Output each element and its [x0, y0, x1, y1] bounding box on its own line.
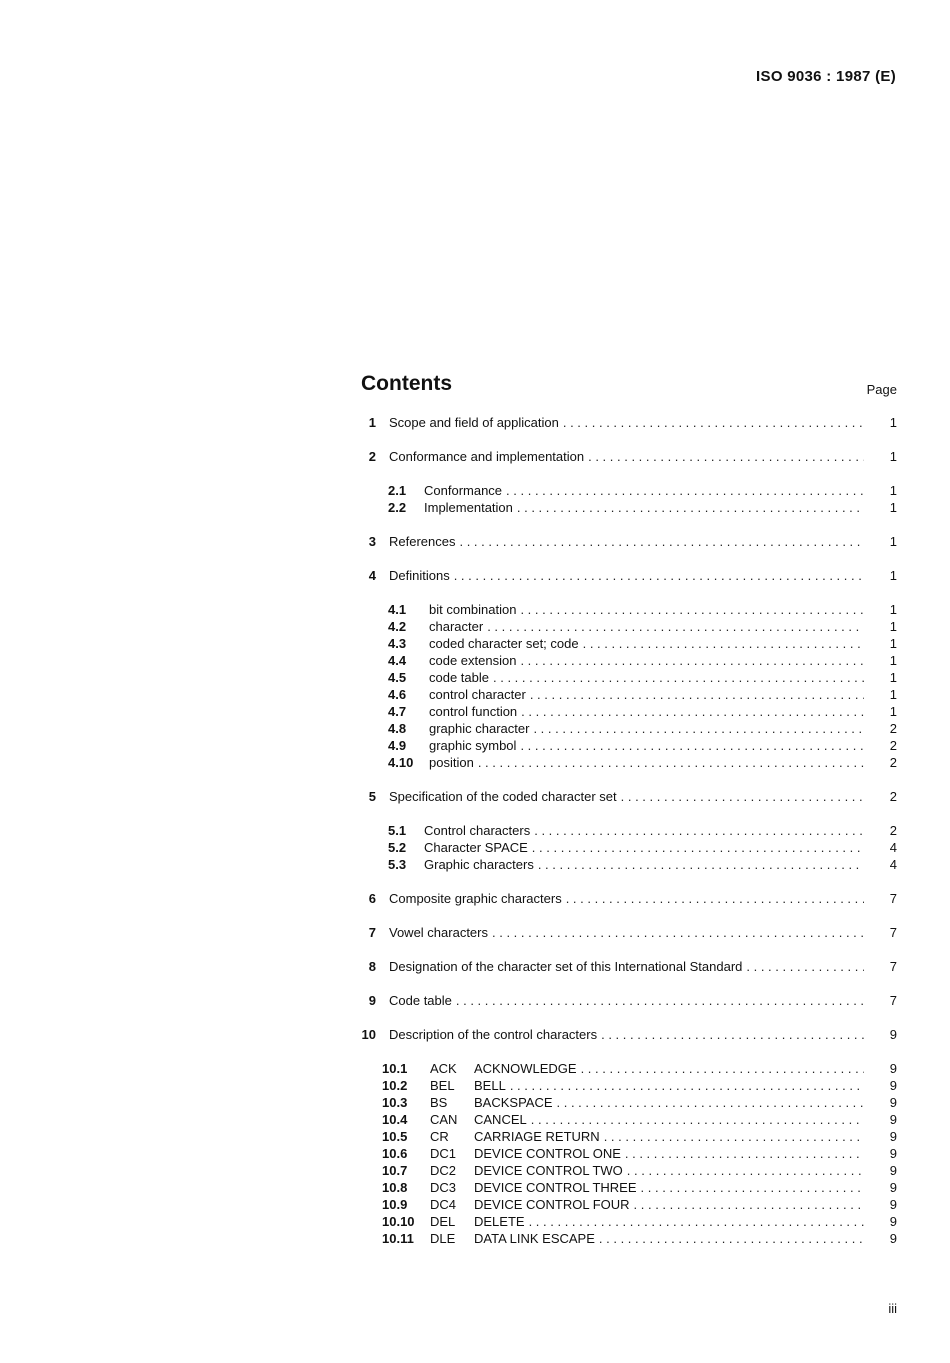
toc-entry-page: 7 [889, 925, 897, 940]
toc-entry-number: 10.9 [382, 1197, 408, 1212]
dot-leader [601, 1026, 864, 1043]
toc-entry-page: 2 [889, 755, 897, 770]
toc-entry[interactable] [361, 448, 897, 465]
dot-leader [533, 720, 864, 737]
control-abbreviation: DC3 [430, 1180, 457, 1195]
toc-entry-page: 2 [889, 823, 897, 838]
toc-entry-title: Definitions [389, 568, 450, 583]
toc-entry-number: 10.1 [382, 1061, 408, 1076]
dot-leader [583, 635, 864, 652]
toc-entry-number: 4.5 [388, 670, 407, 685]
toc-entry-title: DEVICE CONTROL TWO [474, 1163, 623, 1178]
toc-entry-number: 1 [368, 415, 376, 430]
toc-entry-title: character [429, 619, 484, 634]
toc-entry-number: 4.8 [388, 721, 407, 736]
toc-entry[interactable] [361, 924, 897, 941]
control-abbreviation: DEL [430, 1214, 456, 1229]
toc-subentry[interactable] [361, 618, 897, 635]
page-folio: iii [888, 1301, 897, 1316]
toc-entry-page: 1 [889, 619, 897, 634]
toc-subentry[interactable] [361, 1179, 897, 1196]
toc-entry-page: 9 [889, 1180, 897, 1195]
toc-entry-number: 2.2 [388, 500, 407, 515]
toc-entry-number: 10.8 [382, 1180, 408, 1195]
toc-entry-number: 10.7 [382, 1163, 408, 1178]
toc-entry-page: 1 [889, 653, 897, 668]
toc-entry-page: 9 [889, 1129, 897, 1144]
toc-subentry[interactable] [361, 1230, 897, 1247]
toc-subentry[interactable] [361, 839, 897, 856]
dot-leader [478, 754, 864, 771]
toc-entry-title: Code table [389, 993, 452, 1008]
toc-entry-title: References [389, 534, 456, 549]
toc-subentry[interactable] [361, 737, 897, 754]
toc-entry-number: 4.1 [388, 602, 407, 617]
toc-entry-title: coded character set; code [429, 636, 579, 651]
dot-leader [604, 1128, 864, 1145]
contents-title: Contents [361, 372, 452, 395]
dot-leader [625, 1145, 864, 1162]
toc-entry-page: 9 [889, 1095, 897, 1110]
toc-entry-number: 4.10 [388, 755, 414, 770]
toc-entry-title: Description of the control characters [389, 1027, 598, 1042]
toc-entry-title: BELL [474, 1078, 506, 1093]
dot-leader [517, 499, 864, 516]
toc-entry-title: DEVICE CONTROL THREE [474, 1180, 637, 1195]
toc-entry-number: 4.9 [388, 738, 407, 753]
toc-subentry[interactable] [361, 703, 897, 720]
control-abbreviation: BEL [430, 1078, 455, 1093]
toc-entry-title: DEVICE CONTROL FOUR [474, 1197, 630, 1212]
toc-entry-number: 10.11 [382, 1231, 414, 1246]
dot-leader [746, 958, 864, 975]
toc-entry-title: graphic symbol [429, 738, 517, 753]
toc-subentry[interactable] [361, 1213, 897, 1230]
toc-entry-number: 4.4 [388, 653, 407, 668]
toc-subentry[interactable] [361, 1111, 897, 1128]
toc-entry-number: 3 [368, 534, 376, 549]
toc-entry[interactable] [361, 414, 897, 431]
toc-entry-title: DEVICE CONTROL ONE [474, 1146, 621, 1161]
standard-reference: ISO 9036 : 1987 (E) [756, 68, 896, 85]
toc-entry-title: Designation of the character set of this International Standard [389, 959, 743, 974]
toc-entry-title: Conformance and implementation [389, 449, 585, 464]
toc-entry-title: DELETE [474, 1214, 525, 1229]
dot-leader [532, 839, 864, 856]
dot-leader [487, 618, 864, 635]
toc-entry-title: graphic character [429, 721, 530, 736]
dot-leader [627, 1162, 864, 1179]
toc-subentry[interactable] [361, 1094, 897, 1111]
toc-entry-number: 4.3 [388, 636, 407, 651]
toc-entry-title: control character [429, 687, 526, 702]
toc-entry-page: 1 [889, 636, 897, 651]
dot-leader [621, 788, 864, 805]
toc-entry-number: 5 [368, 789, 376, 804]
control-abbreviation: CR [430, 1129, 449, 1144]
toc-entry[interactable] [361, 788, 897, 805]
table-of-contents [361, 414, 897, 1247]
toc-entry[interactable] [361, 890, 897, 907]
toc-entry-page: 1 [889, 483, 897, 498]
control-abbreviation: ACK [430, 1061, 457, 1076]
dot-leader [534, 822, 864, 839]
toc-entry-title: code extension [429, 653, 517, 668]
toc-subentry[interactable] [361, 1162, 897, 1179]
toc-subentry[interactable] [361, 635, 897, 652]
toc-entry[interactable] [361, 567, 897, 584]
toc-subentry[interactable] [361, 720, 897, 737]
toc-entry-page: 9 [889, 1146, 897, 1161]
toc-entry-number: 4.2 [388, 619, 407, 634]
toc-entry-number: 8 [368, 959, 376, 974]
toc-entry-page: 4 [889, 840, 897, 855]
dot-leader [566, 890, 864, 907]
dot-leader [529, 1213, 864, 1230]
toc-entry-page: 7 [889, 959, 897, 974]
toc-entry-title: position [429, 755, 474, 770]
toc-entry-number: 2 [368, 449, 376, 464]
dot-leader [581, 1060, 864, 1077]
toc-subentry[interactable] [361, 1077, 897, 1094]
dot-leader [641, 1179, 864, 1196]
toc-entry-number: 10.4 [382, 1112, 408, 1127]
toc-entry-title: bit combination [429, 602, 517, 617]
toc-entry-title: Implementation [424, 500, 513, 515]
toc-entry-title: Character SPACE [424, 840, 528, 855]
toc-entry-title: CARRIAGE RETURN [474, 1129, 600, 1144]
toc-entry-number: 4.7 [388, 704, 407, 719]
toc-entry-page: 9 [889, 1078, 897, 1093]
dot-leader [531, 1111, 864, 1128]
toc-subentry[interactable] [361, 754, 897, 771]
dot-leader [493, 669, 864, 686]
toc-entry-page: 1 [889, 500, 897, 515]
toc-entry-title: BACKSPACE [474, 1095, 553, 1110]
toc-entry-page: 9 [889, 1197, 897, 1212]
toc-entry-page: 9 [889, 1231, 897, 1246]
toc-entry-title: Control characters [424, 823, 531, 838]
toc-entry[interactable] [361, 992, 897, 1009]
dot-leader [456, 992, 864, 1009]
toc-entry-page: 1 [889, 568, 897, 583]
dot-leader [454, 567, 864, 584]
dot-leader [459, 533, 864, 550]
toc-entry-page: 9 [889, 1027, 897, 1042]
toc-entry-page: 2 [889, 789, 897, 804]
control-abbreviation: DC1 [430, 1146, 457, 1161]
toc-entry-number: 7 [368, 925, 376, 940]
toc-subentry[interactable] [361, 601, 897, 618]
dot-leader [530, 686, 864, 703]
toc-entry-number: 9 [368, 993, 376, 1008]
toc-entry-number: 2.1 [388, 483, 407, 498]
toc-subentry[interactable] [361, 1145, 897, 1162]
toc-subentry[interactable] [361, 856, 897, 873]
toc-entry-number: 10.6 [382, 1146, 408, 1161]
dot-leader [538, 856, 864, 873]
control-abbreviation: CAN [430, 1112, 458, 1127]
toc-entry-number: 6 [368, 891, 376, 906]
toc-entry-number: 4.6 [388, 687, 407, 702]
toc-entry-number: 10.2 [382, 1078, 408, 1093]
toc-subentry[interactable] [361, 686, 897, 703]
dot-leader [557, 1094, 864, 1111]
toc-entry-number: 5.2 [388, 840, 407, 855]
toc-entry-page: 1 [889, 687, 897, 702]
control-abbreviation: BS [430, 1095, 448, 1110]
toc-subentry[interactable] [361, 1128, 897, 1145]
toc-entry-page: 7 [889, 891, 897, 906]
toc-entry-page: 9 [889, 1112, 897, 1127]
dot-leader [563, 414, 864, 431]
dot-leader [520, 737, 864, 754]
toc-entry-title: ACKNOWLEDGE [474, 1061, 577, 1076]
dot-leader [520, 601, 864, 618]
control-abbreviation: DC4 [430, 1197, 457, 1212]
toc-entry-title: code table [429, 670, 489, 685]
toc-entry-title: Composite graphic characters [389, 891, 562, 906]
page-column-label: Page [866, 382, 897, 397]
toc-entry[interactable] [361, 958, 897, 975]
toc-entry-page: 9 [889, 1214, 897, 1229]
toc-entry-title: DATA LINK ESCAPE [474, 1231, 595, 1246]
toc-entry-page: 1 [889, 670, 897, 685]
toc-entry-page: 2 [889, 721, 897, 736]
toc-subentry[interactable] [361, 652, 897, 669]
toc-entry-page: 1 [889, 415, 897, 430]
toc-subentry[interactable] [361, 1196, 897, 1213]
toc-entry-page: 2 [889, 738, 897, 753]
toc-entry[interactable] [361, 533, 897, 550]
toc-subentry[interactable] [361, 822, 897, 839]
toc-subentry[interactable] [361, 499, 897, 516]
toc-entry-page: 1 [889, 449, 897, 464]
toc-entry-number: 10.3 [382, 1095, 408, 1110]
dot-leader [510, 1077, 864, 1094]
toc-entry-number: 4 [368, 568, 376, 583]
toc-entry-number: 5.1 [388, 823, 407, 838]
toc-subentry[interactable] [361, 1060, 897, 1077]
toc-subentry[interactable] [361, 669, 897, 686]
dot-leader [599, 1230, 864, 1247]
control-abbreviation: DC2 [430, 1163, 457, 1178]
dot-leader [634, 1196, 864, 1213]
contents-header [361, 372, 897, 402]
toc-entry-page: 4 [889, 857, 897, 872]
dot-leader [588, 448, 864, 465]
toc-entry-title: Specification of the coded character set [389, 789, 617, 804]
control-abbreviation: DLE [430, 1231, 456, 1246]
toc-entry-title: CANCEL [474, 1112, 527, 1127]
toc-entry-number: 5.3 [388, 857, 407, 872]
toc-entry-title: Conformance [424, 483, 503, 498]
toc-entry-title: Scope and field of application [389, 415, 559, 430]
dot-leader [506, 482, 864, 499]
toc-entry-title: Graphic characters [424, 857, 534, 872]
toc-subentry[interactable] [361, 482, 897, 499]
toc-entry[interactable] [361, 1026, 897, 1043]
toc-entry-title: control function [429, 704, 518, 719]
toc-entry-page: 9 [889, 1163, 897, 1178]
dot-leader [521, 703, 864, 720]
toc-entry-title: Vowel characters [389, 925, 488, 940]
toc-entry-page: 1 [889, 602, 897, 617]
toc-entry-number: 10.10 [382, 1214, 415, 1229]
toc-entry-page: 1 [889, 704, 897, 719]
toc-entry-page: 7 [889, 993, 897, 1008]
dot-leader [520, 652, 864, 669]
dot-leader [492, 924, 864, 941]
toc-entry-number: 10 [361, 1027, 376, 1042]
toc-entry-number: 10.5 [382, 1129, 408, 1144]
toc-entry-page: 9 [889, 1061, 897, 1076]
toc-entry-page: 1 [889, 534, 897, 549]
